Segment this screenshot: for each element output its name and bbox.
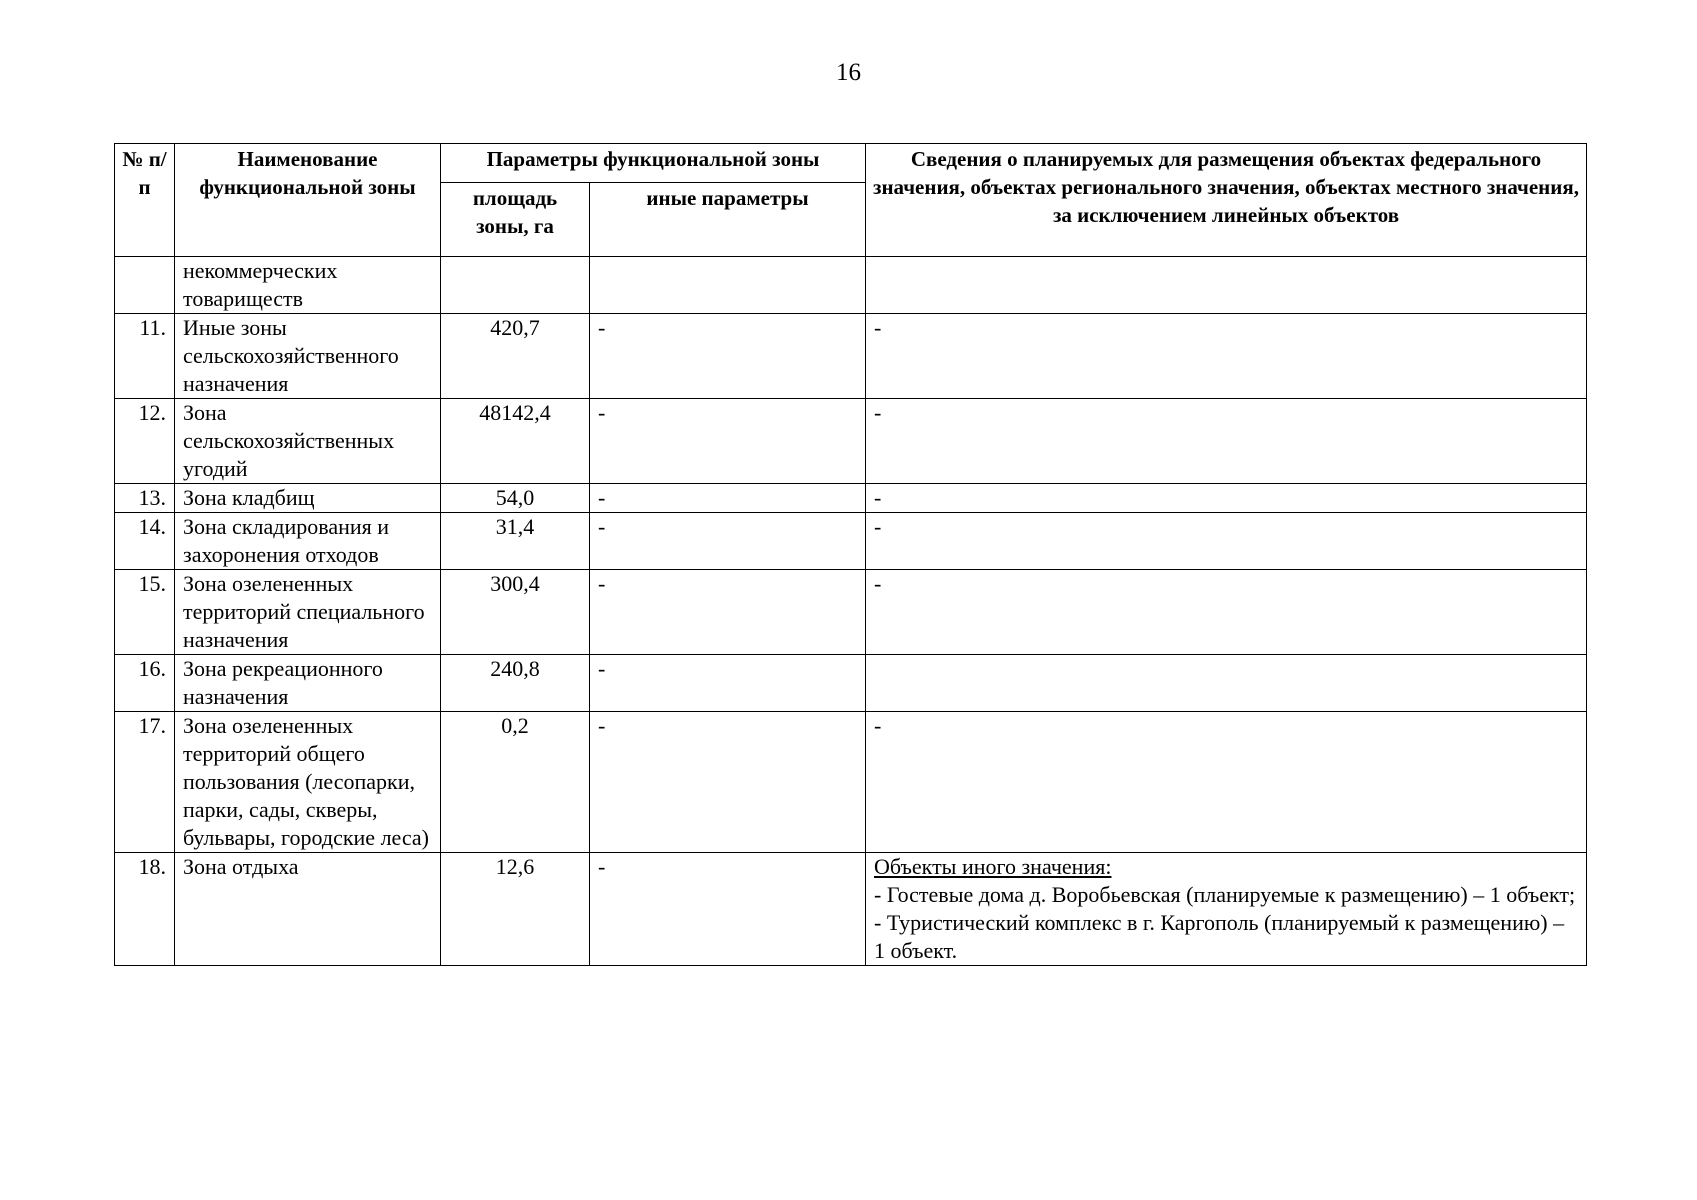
header-other-params: иные параметры bbox=[590, 182, 866, 256]
table-row bbox=[115, 257, 1587, 314]
table-row bbox=[115, 655, 1587, 712]
functional-zones-table bbox=[114, 143, 1587, 966]
planned-objects-heading: Объекты иного значения: bbox=[874, 854, 1112, 879]
table-row bbox=[115, 399, 1587, 484]
row-area: 240,8 bbox=[441, 655, 590, 712]
row-num: 11. bbox=[115, 314, 175, 399]
row-num: 13. bbox=[115, 484, 175, 513]
header-num: № п/п bbox=[115, 144, 175, 257]
row-other-params: - bbox=[590, 712, 866, 853]
row-area: 48142,4 bbox=[441, 399, 590, 484]
planned-object-item: - Туристический комплекс в г. Каргополь (планируемый к размещению) – 1 объект. bbox=[874, 910, 1565, 963]
table-row bbox=[115, 513, 1587, 570]
page-number: 16 bbox=[836, 59, 861, 86]
row-zone-name: Зона рекреационного назначения bbox=[175, 655, 441, 712]
row-num bbox=[115, 257, 175, 314]
row-other-params: - bbox=[590, 314, 866, 399]
row-area: 420,7 bbox=[441, 314, 590, 399]
row-zone-name: Зона озелененных территорий общего пользования (лесопарки, парки, сады, скверы, бульвары, городские леса) bbox=[175, 712, 441, 853]
row-num: 16. bbox=[115, 655, 175, 712]
table-row bbox=[115, 712, 1587, 853]
row-area: 300,4 bbox=[441, 570, 590, 655]
header-planned-objects: Сведения о планируемых для размещения объектах федерального значения, объектах регионального значения, объектах местного значения, за исключением линейных объектов bbox=[866, 144, 1587, 257]
table-row bbox=[115, 314, 1587, 399]
header-zone-params: Параметры функциональной зоны bbox=[441, 144, 866, 183]
row-num: 14. bbox=[115, 513, 175, 570]
row-zone-name: Зона кладбищ bbox=[175, 484, 441, 513]
row-num: 17. bbox=[115, 712, 175, 853]
row-zone-name: Иные зоны сельскохозяйственного назначения bbox=[175, 314, 441, 399]
row-planned-objects bbox=[866, 257, 1587, 314]
row-zone-name: Зона складирования и захоронения отходов bbox=[175, 513, 441, 570]
row-planned-objects: - bbox=[866, 513, 1587, 570]
row-planned-objects bbox=[866, 655, 1587, 712]
row-num: 18. bbox=[115, 853, 175, 966]
row-other-params: - bbox=[590, 484, 866, 513]
row-area: 0,2 bbox=[441, 712, 590, 853]
row-other-params: - bbox=[590, 513, 866, 570]
header-zone-name: Наименование функциональной зоны bbox=[175, 144, 441, 257]
table-header bbox=[115, 144, 1587, 257]
row-planned-objects: - bbox=[866, 484, 1587, 513]
table-row bbox=[115, 484, 1587, 513]
row-zone-name: Зона сельскохозяйственных угодий bbox=[175, 399, 441, 484]
row-zone-name: Зона отдыха bbox=[175, 853, 441, 966]
row-planned-objects: - bbox=[866, 399, 1587, 484]
row-other-params: - bbox=[590, 399, 866, 484]
row-num: 12. bbox=[115, 399, 175, 484]
row-area: 54,0 bbox=[441, 484, 590, 513]
row-planned-objects: - bbox=[866, 314, 1587, 399]
row-other-params: - bbox=[590, 655, 866, 712]
row-area: 12,6 bbox=[441, 853, 590, 966]
row-area: 31,4 bbox=[441, 513, 590, 570]
row-zone-name: Зона озелененных территорий специального назначения bbox=[175, 570, 441, 655]
row-planned-objects bbox=[866, 853, 1587, 966]
row-zone-name: некоммерческих товариществ bbox=[175, 257, 441, 314]
row-other-params bbox=[590, 257, 866, 314]
row-area bbox=[441, 257, 590, 314]
row-other-params: - bbox=[590, 853, 866, 966]
table-row bbox=[115, 570, 1587, 655]
row-num: 15. bbox=[115, 570, 175, 655]
row-planned-objects: - bbox=[866, 570, 1587, 655]
row-other-params: - bbox=[590, 570, 866, 655]
row-planned-objects: - bbox=[866, 712, 1587, 853]
header-area: площадь зоны, га bbox=[441, 182, 590, 256]
table-row bbox=[115, 853, 1587, 966]
planned-object-item: - Гостевые дома д. Воробьевская (планируемые к размещению) – 1 объект; bbox=[874, 882, 1576, 907]
